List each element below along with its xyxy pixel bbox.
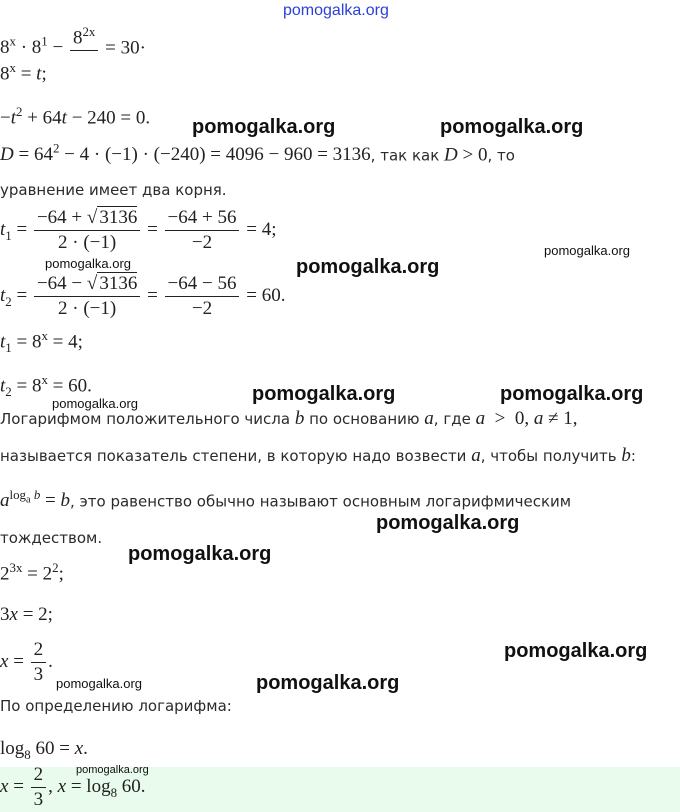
log-identity-line: $a^{log_a b} = b$, это равенство обычно называют основным логарифмическим — [0, 487, 572, 512]
solution-x-fraction: x = $\frac{2}{3}$ . — [0, 639, 53, 685]
watermark: pomogalka.org — [500, 383, 644, 405]
watermark: pomogalka.org — [256, 672, 400, 694]
watermark-small: pomogalka.org — [76, 764, 149, 776]
watermark-small: pomogalka.org — [52, 396, 138, 411]
watermark: pomogalka.org — [192, 116, 336, 138]
log-definition-line-2: называется показатель степени, в которую надо возвести a, чтобы получить b: — [0, 445, 636, 466]
two-roots-text: уравнение имеет два корня. — [0, 181, 227, 199]
watermark: pomogalka.org — [296, 256, 440, 278]
log-definition-line-1: Логарифмом положительного числа b по основанию a, где a > 0, a ≠ 1, — [0, 408, 578, 429]
watermark: pomogalka.org — [128, 543, 272, 565]
equation-line-1: $8^x \cdot 8^1$ − $8^{2x}$ = 30· — [0, 34, 146, 54]
log-identity-line-2: тождеством. — [0, 529, 103, 547]
watermark-top: pomogalka.org — [283, 2, 389, 19]
substitution-line: $8^x = t$; — [0, 60, 47, 85]
quadratic-equation: $-t^2 + 64t - 240 = 0$. — [0, 104, 151, 129]
back-substitution-t1: $t_1 = 8^x = 4$; — [0, 328, 83, 356]
equation-3x: 3x = 2; — [0, 604, 53, 625]
watermark: pomogalka.org — [440, 116, 584, 138]
root-t1-calculation: $t_1$ = $\frac{-64 + √ 3136}{2 \cdot (-1)}$ = $\frac{-64 + 56}{-2}$ = 4; — [0, 207, 277, 253]
discriminant-line: $D = 64^2 - 4 \cdot (-1) \cdot (-240) = 4096 - 960 = 3136$, так как D > 0, то — [0, 141, 515, 166]
log-definition-intro: По определению логарифма: — [0, 697, 232, 715]
equation-powers-of-two: $2^{3x} = 2^2$; — [0, 560, 64, 585]
watermark-small: pomogalka.org — [56, 676, 142, 691]
watermark: pomogalka.org — [504, 640, 648, 662]
back-substitution-t2: $t_2 = 8^x = 60$. — [0, 372, 92, 400]
watermark-small: pomogalka.org — [45, 256, 131, 271]
watermark-small: pomogalka.org — [544, 243, 630, 258]
final-answer: x = $\frac{2}{3}$ , $x = \log_8 60$. — [0, 764, 146, 810]
root-t2-calculation: $t_2$ = $\frac{-64 - √ 3136}{2 \cdot (-1)}$ = $\frac{-64 - 56}{-2}$ = 60. — [0, 273, 286, 319]
log-equation: $\log_8 60 = x$. — [0, 738, 88, 762]
watermark: pomogalka.org — [252, 383, 396, 405]
watermark: pomogalka.org — [376, 512, 520, 534]
